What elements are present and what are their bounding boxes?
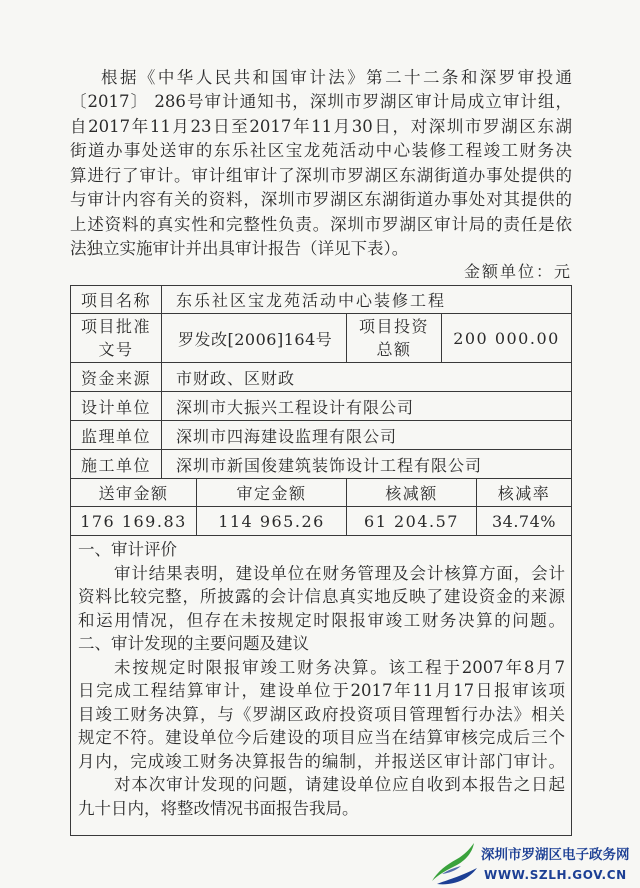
project-name-value: 东乐社区宝龙苑活动中心装修工程 [161, 286, 571, 313]
intro-line: 〔2017〕 286号审计通知书，深圳市罗湖区审计局成立审计组， [70, 92, 572, 112]
construction-unit-value: 深圳市新国俊建筑装饰设计工程有限公司 [161, 450, 571, 478]
table-row-supervision [70, 420, 572, 449]
body-line: 对本次审计发现的问题，请建设单位应自收到本报告之日起 [114, 775, 565, 795]
project-name-label: 项目名称 [80, 291, 151, 310]
intro-paragraph [70, 66, 572, 262]
amount-unit-note: 金额单位：元 [463, 262, 572, 281]
total-investment-label-line: 项目投资 [358, 317, 429, 336]
approval-no-label-line: 文号 [98, 340, 134, 359]
body-line: 规定不符。建设单位今后建设的项目应当在结算审核完成后三个 [78, 728, 565, 748]
body-line: 目竣工财务决算，与《罗湖区政府投资项目管理暂行办法》相关 [78, 704, 565, 724]
approval-no-label-line: 项目批准 [80, 317, 151, 336]
site-url: WWW.SZLH.GOV.CN [484, 868, 627, 882]
submitted-amount-value: 176 169.83 [80, 511, 187, 531]
intro-line: 算进行了审计。审计组审计了深圳市罗湖区东湖街道办事处提供的 [70, 165, 572, 185]
intro-line: 街道办事处送审的东乐社区宝龙苑活动中心装修工程竣工财务决 [70, 141, 572, 161]
approval-no-label [71, 314, 161, 362]
intro-line: 法独立实施审计并出具审计报告（详见下表）。 [70, 239, 409, 259]
table-row-amount-headers [70, 478, 572, 506]
body-line: 未按规定时限报审竣工财务决算。该工程于2007年8月7 [114, 657, 565, 677]
body-line: 资料比较完整，所披露的会计信息真实地反映了建设资金的来源 [78, 587, 565, 607]
intro-line: 自2017年11月23日至2017年11月30日，对深圳市罗湖区东湖 [70, 116, 572, 136]
intro-line: 上述资料的真实性和完整性负责。深圳市罗湖区审计局的责任是依 [70, 214, 572, 234]
table-row-funding [70, 362, 572, 391]
body-line: 九十日内，将整改情况书面报告我局。 [78, 798, 359, 818]
funding-source-label: 资金来源 [80, 368, 151, 388]
site-name: 深圳市罗湖区电子政务网 [481, 847, 630, 863]
section-heading: 二、审计发现的主要问题及建议 [78, 634, 309, 654]
reduction-rate-value: 34.74% [476, 507, 571, 535]
intro-line: 与审计内容有关的资料，深圳市罗湖区东湖街道办事处对其提供的 [70, 190, 572, 210]
design-unit-label: 设计单位 [80, 397, 151, 417]
supervision-unit-value: 深圳市四海建设监理有限公司 [161, 421, 571, 449]
funding-source-value: 市财政、区财政 [161, 363, 571, 391]
body-line: 审计结果表明，建设单位在财务管理及会计核算方面，会计 [114, 563, 565, 583]
table-row-approval [70, 313, 572, 362]
table-row-design [70, 391, 572, 420]
body-line: 日完成工程结算审计，建设单位于2017年11月17日报审该项 [78, 681, 565, 701]
total-investment-value: 200 000.00 [441, 314, 571, 362]
reduction-amount-header: 核减额 [346, 479, 476, 506]
table-row-amount-values [70, 506, 572, 535]
submitted-amount-header: 送审金额 [98, 484, 169, 503]
supervision-unit-label: 监理单位 [80, 426, 151, 446]
table-row-construction [70, 449, 572, 478]
body-line: 和运用情况，但存在未按规定时限报审竣工财务决算的问题。 [78, 610, 565, 630]
reduction-rate-header: 核减率 [476, 479, 571, 506]
body-line: 月内，完成竣工财务决算报告的编制，并报送区审计部门审计。 [78, 751, 565, 771]
intro-line: 根据《中华人民共和国审计法》第二十二条和深罗审投通 [101, 67, 572, 87]
findings-body [78, 538, 565, 820]
section-heading: 一、审计评价 [78, 540, 177, 560]
table-row-project-name [70, 285, 572, 313]
approved-amount-header: 审定金额 [196, 479, 346, 506]
swoosh-logo-icon [428, 841, 480, 885]
construction-unit-label: 施工单位 [80, 455, 151, 475]
total-investment-label-line: 总额 [376, 340, 412, 359]
total-investment-label [346, 314, 441, 362]
approved-amount-value: 114 965.26 [196, 507, 346, 535]
reduction-amount-value: 61 204.57 [346, 507, 476, 535]
design-unit-value: 深圳市大振兴工程设计有限公司 [161, 392, 571, 420]
approval-no-value: 罗发改[2006]164号 [161, 314, 346, 362]
